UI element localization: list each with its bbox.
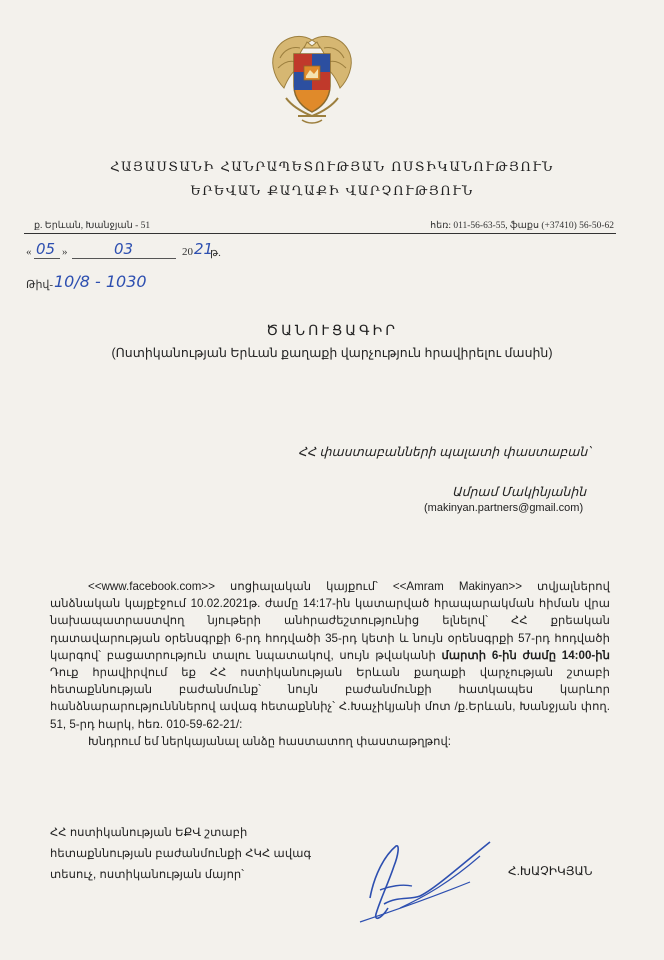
body-paragraph	[50, 578, 610, 733]
signatory-name: Հ.ԽԱՉԻԿՅԱՆ	[508, 864, 593, 878]
date-suffix: թ.	[210, 247, 221, 259]
body-appointment-time: մարտի 6-ին ժամը 14:00-ին	[441, 648, 610, 662]
date-quote-open: «	[26, 246, 32, 258]
coat-of-arms-emblem	[262, 28, 362, 128]
signatory-line-3: տեսուչ, ոստիկանության մայոր՝	[50, 868, 245, 881]
header-department-name: ԵՐԵՎԱՆ ՔԱՂԱՔԻ ՎԱՐՉՈՒԹՅՈՒՆ	[190, 184, 474, 199]
header-ministry-name: ՀԱՅԱՍՏԱՆԻ ՀԱՆՐԱՊԵՏՈՒԹՅԱՆ ՈՍՏԻԿԱՆՈՒԹՅՈՒՆ	[110, 160, 554, 175]
reference-row	[26, 272, 286, 300]
reference-number-handwritten: 10/8 - 1030	[54, 272, 147, 291]
date-row	[26, 240, 286, 268]
body-part-2: Դուք հրավիրվում եք ՀՀ ոստիկանության Երևան քաղաքի վարչության շտաբի հետաքննության բաժանմունք՝ նույն բաժանմունքի հատկապես կարևոր հանձնարարությունններով ավագ հետաքննիչ՝ Հ.Խաչիկյանի մոտ /ք.Երևան, Խանջյան փող. 51, 5-րդ հարկ, հեռ. 010-59-62-21/:	[50, 666, 610, 731]
recipient-email: (makinyan.partners@gmail.com)	[424, 502, 584, 514]
recipient-position: ՀՀ փաստաբանների պալատի փաստաբան՝	[298, 445, 591, 459]
document-subtitle: (Ոստիկանության Երևան քաղաքի վարչություն հրավիրելու մասին)	[111, 346, 553, 360]
header-contacts: հեռ: 011-56-63-55, ֆաքս (+37410) 56-50-62	[430, 221, 614, 231]
body-part-1: <<www.facebook.com>> սոցիալական կայքում՝ <<Amram Makinyan>> տվյալներով անձնական կայքէջում 10.02.2021թ. ժամը 14:17-ին կատարված հրապարակման հիման վրա նախապատրաստվող նյութերի անհրաժեշտությունից ելնելով՝ ՀՀ քրեական դատավարության օրենսգրքի 6-րդ հոդվածի 35-րդ կետի և նույն օրենսգրքի 57-րդ հոդվածի կարգով՝ բացատրություն տալու նպատակով, սույն թվականի	[50, 580, 610, 662]
date-day-handwritten: 05	[36, 240, 56, 258]
signatory-title	[50, 822, 311, 885]
date-month-handwritten: 03	[114, 240, 134, 258]
signatory-line-1: ՀՀ ոստիկանության ԵՔՎ շտաբի	[50, 826, 248, 839]
date-year-prefix: 20	[182, 246, 193, 258]
body-request: Խնդրում եմ ներկայանալ անձը հաստատող փաստաթղթով:	[88, 734, 452, 748]
date-quote-close: »	[62, 246, 68, 258]
recipient-name: Ամրամ Մակինյանին	[452, 485, 587, 499]
date-day-underline	[34, 258, 60, 259]
body-text	[50, 578, 610, 750]
date-year-handwritten: 21	[194, 240, 214, 258]
signatory-line-2: հետաքննության բաժանմունքի ՀԿՀ ավագ	[50, 847, 312, 860]
handwritten-signature	[340, 826, 520, 936]
date-month-underline	[72, 258, 176, 259]
header-divider	[24, 233, 616, 234]
document-title: ԾԱՆՈՒՑԱԳԻՐ	[266, 322, 398, 338]
header-address: ք. Երևան, Խանջյան - 51	[34, 221, 151, 231]
reference-label: Թիվ-	[26, 279, 54, 291]
